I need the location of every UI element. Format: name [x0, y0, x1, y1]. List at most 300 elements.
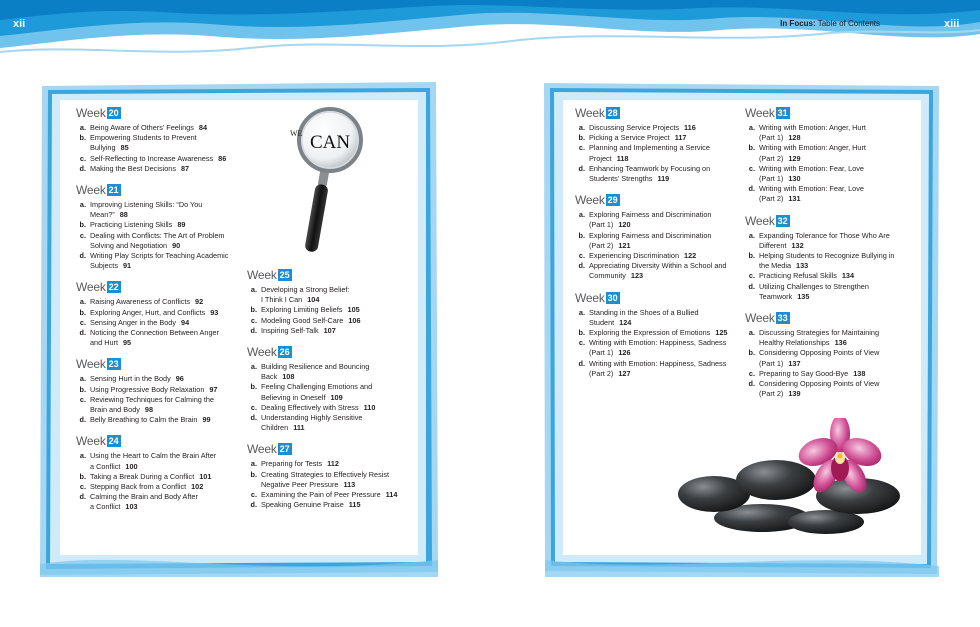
- entry-page-number: 130: [788, 174, 801, 184]
- week-section: [76, 280, 246, 348]
- entry-page-number: 101: [199, 471, 212, 481]
- entry-letter: a.: [79, 374, 86, 384]
- entry-letter: b.: [250, 469, 257, 479]
- entry-title: [589, 133, 747, 143]
- entry-title: [261, 403, 417, 413]
- entry-title-line: Considering Opposing Points of View: [759, 379, 880, 389]
- toc-entry[interactable]: [745, 143, 920, 163]
- entry-page-number: 129: [788, 153, 801, 163]
- week-section: [745, 311, 920, 399]
- toc-entry[interactable]: [575, 251, 747, 261]
- entry-page-number: 109: [330, 392, 343, 402]
- entry-page-number: 111: [293, 423, 305, 433]
- week-section: [575, 291, 747, 379]
- right-page-number: xiii: [944, 18, 960, 30]
- entry-title: [589, 308, 747, 328]
- week-label: Week: [575, 193, 605, 208]
- entry-page-number: 97: [209, 384, 218, 394]
- entry-title-line: Reviewing Techniques for Calming the: [90, 394, 214, 404]
- week-heading: [76, 280, 246, 294]
- entry-page-number: 100: [125, 461, 138, 471]
- entry-title-line: Writing Play Scripts for Teaching Academic: [90, 251, 229, 261]
- running-head: [780, 19, 880, 28]
- entry-title-line: Empowering Students to Prevent: [90, 133, 197, 143]
- entry-page-number: 127: [618, 368, 631, 378]
- toc-entry[interactable]: [76, 220, 246, 230]
- entry-title: [90, 123, 246, 133]
- week-heading: [76, 106, 246, 120]
- week-label: Week: [76, 357, 106, 372]
- entry-title-line: Planning and Implementing a Service: [589, 143, 710, 153]
- week-section: [745, 214, 920, 302]
- entry-title: [90, 395, 246, 415]
- week-heading: [745, 106, 920, 120]
- entry-title: [589, 210, 747, 230]
- entry-title-line: Teamwork: [759, 291, 793, 301]
- entry-page-number: 134: [841, 271, 855, 281]
- toc-entry[interactable]: [247, 382, 417, 402]
- entry-letter: b.: [578, 328, 585, 338]
- toc-entry[interactable]: [247, 362, 417, 382]
- week-section: [76, 106, 246, 174]
- toc-entry[interactable]: [76, 251, 246, 271]
- entry-page-number: 120: [618, 220, 631, 230]
- week-number-badge: 23: [108, 359, 119, 370]
- entry-title-line: Self-Reflecting to Increase Awareness: [90, 153, 214, 163]
- entry-letter: d.: [578, 358, 585, 368]
- entry-title-line: a Conflict: [90, 502, 121, 512]
- entry-title: [759, 282, 920, 302]
- entry-letter: c.: [250, 402, 257, 412]
- entry-letter: b.: [748, 348, 755, 358]
- toc-entry[interactable]: [247, 500, 417, 510]
- toc-entry[interactable]: [575, 231, 747, 251]
- entry-page-number: 138: [853, 368, 866, 378]
- entry-title: [261, 305, 417, 315]
- week-label: Week: [76, 280, 106, 295]
- entry-title: [261, 285, 417, 305]
- entry-page-number: 96: [175, 374, 184, 384]
- week-label: Week: [247, 345, 277, 360]
- toc-entry[interactable]: [575, 308, 747, 328]
- entry-title-line: Expanding Tolerance for Those Who Are: [759, 230, 890, 240]
- entry-page-number: 139: [788, 389, 801, 399]
- entry-title-line: Practicing Listening Skills: [90, 220, 173, 230]
- stones-and-orchid-image: [676, 418, 926, 538]
- entry-letter: d.: [79, 163, 86, 173]
- entry-title-line: I Think I Can: [261, 295, 303, 305]
- week-number-badge: 20: [108, 108, 119, 118]
- entry-title-line: Standing in the Shoes of a Bullied: [589, 307, 699, 317]
- entry-title-line: (Part 1): [759, 358, 784, 368]
- week-number-badge: 25: [279, 270, 290, 280]
- toc-entry[interactable]: [575, 133, 747, 143]
- toc-entry[interactable]: [76, 164, 246, 174]
- entry-page-number: 93: [210, 307, 219, 317]
- toc-entry[interactable]: [745, 379, 920, 399]
- entry-title: [759, 379, 920, 399]
- entry-page-number: 95: [123, 338, 132, 348]
- entry-page-number: 124: [619, 317, 632, 327]
- entry-title-line: Subjects: [90, 261, 118, 271]
- entry-title-line: Using Progressive Body Relaxation: [90, 384, 205, 394]
- entry-page-number: 103: [125, 502, 138, 512]
- entry-title-line: Building Resilience and Bouncing: [261, 362, 370, 372]
- entry-title-line: (Part 2): [589, 368, 614, 378]
- entry-page-number: 118: [616, 153, 629, 163]
- entry-letter: c.: [79, 153, 86, 163]
- entry-title: [90, 154, 246, 164]
- week-label: Week: [247, 442, 277, 457]
- entry-title: [90, 482, 246, 492]
- entry-title: [90, 328, 246, 348]
- entry-page-number: 131: [788, 194, 801, 204]
- entry-title-line: Sensing Anger in the Body: [90, 317, 177, 327]
- toc-entry[interactable]: [76, 123, 246, 133]
- entry-letter: b.: [578, 133, 585, 143]
- toc-entry[interactable]: [76, 492, 246, 512]
- entry-title-line: Developing a Strong Belief:: [261, 285, 350, 294]
- entry-letter: b.: [748, 251, 755, 261]
- entry-title-line: Experiencing Discrimination: [589, 251, 680, 261]
- entry-title-line: (Part 1): [759, 133, 784, 143]
- toc-entry[interactable]: [745, 251, 920, 271]
- running-head-bold: In Focus:: [780, 19, 816, 28]
- entry-title-line: Taking a Break During a Conflict: [90, 471, 195, 481]
- entry-letter: a.: [79, 200, 86, 210]
- entry-letter: c.: [79, 230, 86, 240]
- toc-entry[interactable]: [575, 210, 747, 230]
- entry-title: [90, 231, 246, 251]
- entry-page-number: 113: [343, 479, 356, 489]
- entry-title-line: Belly Breathing to Calm the Brain: [90, 415, 198, 425]
- entry-letter: d.: [748, 281, 755, 291]
- entry-letter: d.: [79, 415, 86, 425]
- entry-page-number: 122: [684, 251, 697, 261]
- entry-page-number: 91: [123, 261, 132, 271]
- week-heading: [76, 434, 246, 448]
- entry-title-line: Discussing Strategies for Maintaining: [759, 328, 880, 338]
- entry-title-line: Back: [261, 372, 278, 382]
- entry-title: [261, 362, 417, 382]
- entry-title-line: Writing with Emotion: Fear, Love: [759, 163, 864, 173]
- entry-letter: c.: [578, 251, 585, 261]
- entry-letter: a.: [748, 328, 755, 338]
- toc-entry[interactable]: [745, 231, 920, 251]
- week-label: Week: [76, 106, 106, 120]
- entry-title: [90, 297, 246, 307]
- entry-title-line: Modeling Good Self-Care: [261, 315, 344, 325]
- entry-title: [759, 123, 920, 143]
- week-section: [247, 442, 417, 510]
- week-number-badge: 26: [279, 347, 290, 358]
- magnifying-glass-icon: [286, 104, 366, 254]
- toc-entry[interactable]: [745, 271, 920, 281]
- entry-title-line: (Part 1): [759, 174, 784, 184]
- entry-title-line: Stepping Back from a Conflict: [90, 482, 187, 492]
- entry-letter: c.: [578, 143, 585, 153]
- entry-title-line: Inspiring Self-Talk: [261, 325, 319, 335]
- entry-title: [90, 492, 246, 512]
- entry-title: [90, 200, 246, 220]
- entry-title-line: Improving Listening Skills: “Do You: [90, 200, 203, 210]
- week-number-badge: 22: [108, 282, 119, 293]
- entry-letter: c.: [79, 317, 86, 327]
- entry-letter: c.: [79, 482, 86, 492]
- toc-entry[interactable]: [575, 261, 747, 281]
- week-heading: [247, 268, 417, 282]
- entry-letter: c.: [250, 490, 257, 500]
- entry-title: [261, 382, 417, 402]
- week-label: Week: [575, 106, 605, 120]
- toc-entry[interactable]: [76, 200, 246, 220]
- entry-title: [759, 271, 920, 281]
- toc-entry[interactable]: [76, 297, 246, 307]
- entry-title-line: Writing with Emotion: Happiness, Sadness: [589, 358, 727, 368]
- week-heading: [575, 193, 747, 207]
- entry-title-line: Children: [261, 423, 289, 433]
- entry-title: [759, 251, 920, 271]
- entry-letter: b.: [250, 305, 257, 315]
- toc-entry[interactable]: [575, 164, 747, 184]
- week-section: [575, 106, 747, 184]
- entry-title-line: Writing with Emotion: Anger, Hurt: [759, 143, 866, 153]
- week-heading: [575, 291, 747, 305]
- entry-page-number: 86: [218, 153, 227, 163]
- week-heading: [745, 214, 920, 228]
- week-number-badge: 28: [607, 108, 618, 118]
- toc-entry[interactable]: [76, 415, 246, 425]
- entry-title: [589, 251, 747, 261]
- toc-entry[interactable]: [76, 231, 246, 251]
- entry-title-line: Bullying: [90, 143, 116, 153]
- entry-page-number: 104: [307, 295, 320, 305]
- entry-page-number: 128: [788, 133, 801, 143]
- week-label: Week: [745, 106, 775, 120]
- left-page-column-2: [247, 268, 417, 519]
- toc-entry[interactable]: [76, 395, 246, 415]
- toc-entry[interactable]: [247, 326, 417, 336]
- entry-title: [589, 143, 747, 163]
- entry-title: [589, 123, 747, 133]
- week-heading: [76, 357, 246, 371]
- toc-entry[interactable]: [76, 318, 246, 328]
- entry-title: [759, 184, 920, 204]
- week-number-badge: 33: [777, 313, 788, 324]
- entry-letter: d.: [250, 500, 257, 510]
- entry-title-line: Healthy Relationships: [759, 338, 830, 348]
- entry-page-number: 92: [195, 297, 204, 307]
- toc-entry[interactable]: [76, 308, 246, 318]
- entry-title-line: Using the Heart to Calm the Brain After: [90, 451, 217, 461]
- entry-letter: d.: [748, 184, 755, 194]
- entry-title: [759, 231, 920, 251]
- entry-title: [759, 369, 920, 379]
- toc-entry[interactable]: [247, 403, 417, 413]
- week-label: Week: [575, 290, 605, 305]
- entry-letter: b.: [79, 307, 86, 317]
- entry-title-line: Calming the Brain and Body After: [90, 492, 198, 502]
- toc-entry[interactable]: [247, 413, 417, 433]
- entry-letter: a.: [79, 451, 86, 461]
- week-number-badge: 30: [607, 292, 618, 303]
- entry-page-number: 99: [202, 415, 211, 425]
- toc-entry[interactable]: [575, 359, 747, 379]
- toc-entry[interactable]: [76, 154, 246, 164]
- entry-letter: d.: [578, 163, 585, 173]
- entry-title-line: Examining the Pain of Peer Pressure: [261, 490, 381, 500]
- entry-page-number: 116: [684, 123, 696, 132]
- entry-page-number: 88: [119, 210, 128, 220]
- entry-title-line: Dealing Effectively with Stress: [261, 402, 359, 412]
- entry-title-line: (Part 2): [759, 153, 784, 163]
- entry-title-line: Writing with Emotion: Happiness, Sadness: [589, 338, 727, 348]
- entry-page-number: 115: [348, 500, 361, 510]
- entry-title: [261, 490, 417, 500]
- week-section: [76, 183, 246, 271]
- toc-entry[interactable]: [76, 374, 246, 384]
- entry-title-line: Appreciating Diversity Within a School and: [589, 261, 727, 271]
- toc-entry[interactable]: [745, 328, 920, 348]
- entry-page-number: 133: [796, 261, 809, 271]
- entry-title: [261, 459, 417, 469]
- left-page-number: xii: [13, 18, 26, 30]
- entry-page-number: 102: [191, 482, 204, 492]
- toc-entry[interactable]: [745, 184, 920, 204]
- entry-letter: b.: [79, 220, 86, 230]
- week-label: Week: [745, 213, 775, 228]
- toc-entry[interactable]: [76, 482, 246, 492]
- entry-title: [90, 385, 246, 395]
- entry-letter: a.: [748, 123, 755, 132]
- entry-title: [589, 338, 747, 358]
- week-label: Week: [76, 434, 106, 449]
- week-heading: [247, 442, 417, 456]
- toc-entry[interactable]: [76, 451, 246, 471]
- toc-entry[interactable]: [247, 285, 417, 305]
- toc-entry[interactable]: [247, 490, 417, 500]
- entry-page-number: 137: [788, 358, 801, 368]
- entry-letter: c.: [748, 271, 755, 281]
- toc-entry[interactable]: [247, 470, 417, 490]
- toc-entry[interactable]: [76, 472, 246, 482]
- toc-entry[interactable]: [745, 348, 920, 368]
- entry-letter: b.: [578, 230, 585, 240]
- toc-entry[interactable]: [745, 282, 920, 302]
- header-wave-band: [0, 0, 980, 75]
- entry-page-number: 123: [630, 271, 644, 281]
- entry-title: [759, 328, 920, 348]
- toc-entry[interactable]: [76, 328, 246, 348]
- entry-page-number: 132: [791, 240, 804, 250]
- toc-entry[interactable]: [247, 459, 417, 469]
- entry-page-number: 84: [198, 123, 208, 132]
- entry-title-line: Dealing with Conflicts: The Art of Problem: [90, 230, 225, 240]
- week-section: [247, 268, 417, 336]
- entry-letter: a.: [578, 307, 585, 317]
- entry-title: [90, 220, 246, 230]
- week-number-badge: 27: [279, 444, 290, 455]
- toc-entry[interactable]: [76, 385, 246, 395]
- entry-title-line: Preparing for Tests: [261, 459, 323, 469]
- entry-title-line: Mean?”: [90, 210, 115, 220]
- entry-page-number: 110: [363, 402, 376, 412]
- entry-page-number: 106: [348, 315, 361, 325]
- week-heading: [76, 183, 246, 197]
- entry-title-line: Raising Awareness of Conflicts: [90, 297, 191, 307]
- entry-title: [589, 359, 747, 379]
- entry-title-line: Student: [589, 317, 615, 327]
- entry-title-line: (Part 2): [759, 389, 784, 399]
- entry-title: [90, 451, 246, 471]
- toc-entry[interactable]: [745, 369, 920, 379]
- toc-entry[interactable]: [575, 328, 747, 338]
- toc-entry[interactable]: [247, 316, 417, 326]
- entry-title: [589, 328, 747, 338]
- toc-entry[interactable]: [575, 143, 747, 163]
- entry-page-number: 85: [120, 143, 129, 153]
- entry-title-line: Making the Best Decisions: [90, 163, 176, 173]
- week-heading: [745, 311, 920, 325]
- toc-entry[interactable]: [76, 133, 246, 153]
- entry-letter: d.: [79, 328, 86, 338]
- entry-letter: a.: [79, 123, 86, 132]
- entry-title-line: Sensing Hurt in the Body: [90, 374, 171, 384]
- entry-title: [90, 415, 246, 425]
- entry-page-number: 94: [181, 317, 190, 327]
- entry-title: [759, 143, 920, 163]
- week-number-badge: 32: [777, 215, 788, 226]
- entry-title-line: Speaking Genuine Praise: [261, 500, 344, 510]
- entry-letter: b.: [748, 143, 755, 153]
- week-heading: [575, 106, 747, 120]
- entry-title: [261, 326, 417, 336]
- entry-letter: d.: [748, 379, 755, 389]
- toc-entry[interactable]: [745, 123, 920, 143]
- entry-title: [90, 374, 246, 384]
- entry-letter: d.: [79, 251, 86, 261]
- entry-title-line: Exploring Anger, Hurt, and Conflicts: [90, 307, 206, 317]
- entry-page-number: 136: [834, 338, 847, 348]
- entry-title-line: Writing with Emotion: Fear, Love: [759, 184, 864, 194]
- entry-title-line: and Hurt: [90, 338, 118, 348]
- toc-entry[interactable]: [247, 305, 417, 315]
- entry-title-line: Discussing Service Projects: [589, 123, 680, 132]
- entry-title: [261, 500, 417, 510]
- week-section: [575, 193, 747, 281]
- toc-entry[interactable]: [745, 164, 920, 184]
- entry-page-number: 126: [618, 348, 631, 358]
- entry-title-line: Students' Strengths: [589, 174, 653, 184]
- toc-entry[interactable]: [575, 123, 747, 133]
- entry-title-line: Considering Opposing Points of View: [759, 348, 880, 358]
- entry-title: [90, 472, 246, 482]
- week-label: Week: [247, 268, 277, 282]
- entry-letter: a.: [578, 123, 585, 132]
- entry-letter: c.: [250, 315, 257, 325]
- entry-title: [589, 164, 747, 184]
- entry-page-number: 112: [327, 459, 339, 469]
- entry-title-line: Creating Strategies to Effectively Resist: [261, 469, 390, 479]
- entry-letter: d.: [578, 261, 585, 271]
- entry-letter: a.: [250, 285, 257, 294]
- entry-letter: a.: [79, 297, 86, 307]
- week-heading: [247, 345, 417, 359]
- toc-entry[interactable]: [575, 338, 747, 358]
- entry-title: [261, 316, 417, 326]
- entry-page-number: 117: [674, 133, 687, 143]
- entry-title-line: Believing in Oneself: [261, 392, 326, 402]
